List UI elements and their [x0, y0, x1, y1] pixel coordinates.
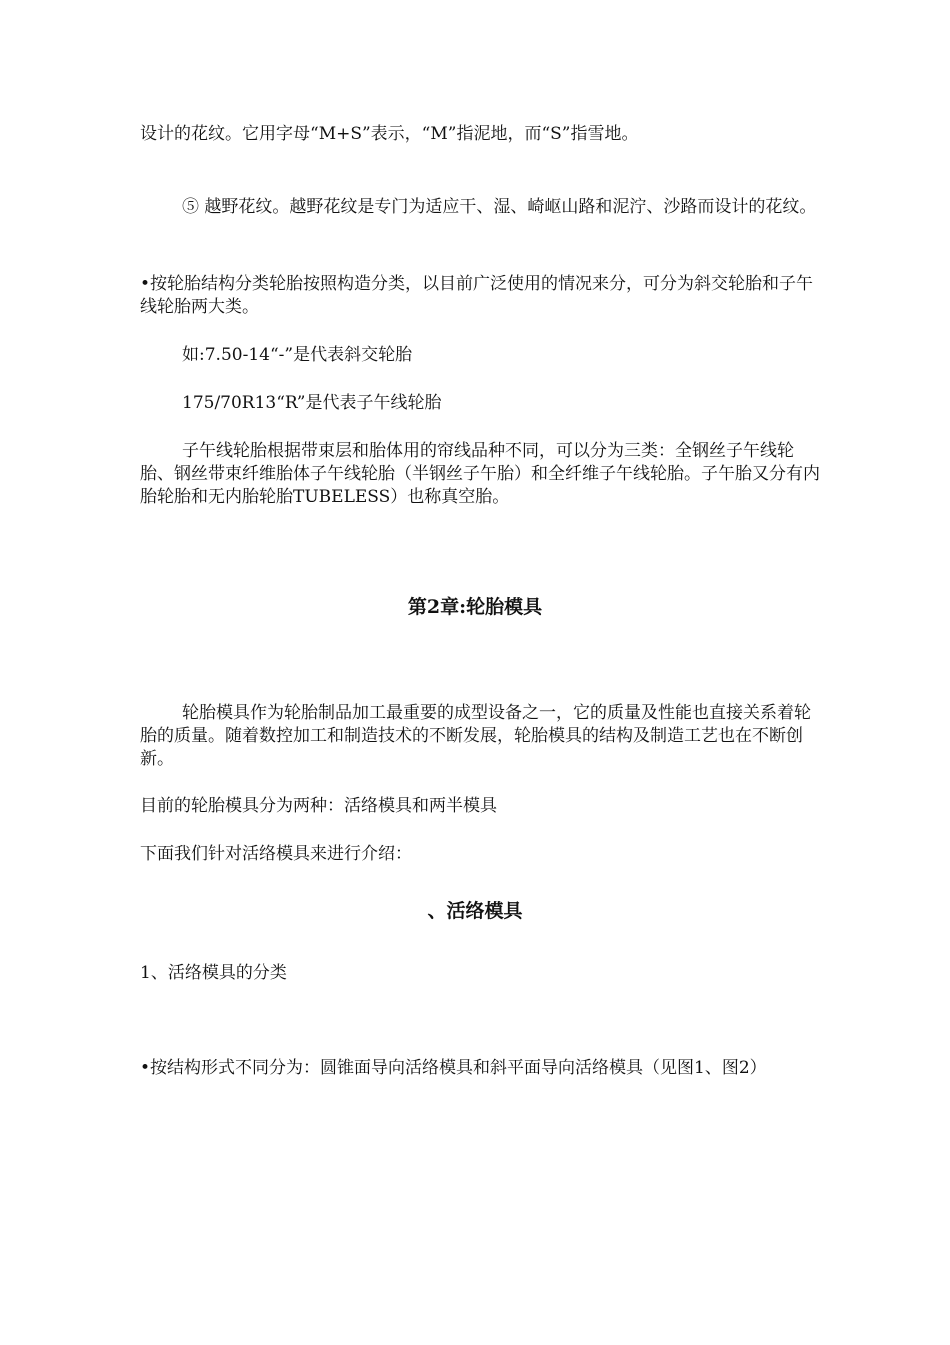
section-title: 、活络模具 — [427, 900, 523, 922]
paragraph-radial-tire-example: 175/70R13“R”是代表子午线轮胎 — [182, 393, 442, 413]
paragraph-segmented-mold-classification: 1、活络模具的分类 — [140, 963, 287, 983]
paragraph-segmented-mold-intro: 下面我们针对活络模具来进行介绍： — [140, 844, 412, 864]
paragraph-mud-snow-pattern: 设计的花纹。它用字母“M+S”表示，“M”指泥地，而“S”指雪地。 — [140, 124, 639, 144]
paragraph-radial-tire-types: 子午线轮胎根据带束层和胎体用的帘线品种不同，可以分为三类：全钢丝子午线轮胎、钢丝带束纤维胎体子午线轮胎（半钢丝子午胎）和全纤维子午线轮胎。子午胎又分有内胎轮胎和无内胎轮胎TUBELESS）也称真空胎。 — [140, 441, 820, 507]
paragraph-bias-tire-example: 如:7.50-14“-”是代表斜交轮胎 — [182, 345, 413, 365]
paragraph-structure-classification: •按轮胎结构分类轮胎按照构造分类，以目前广泛使用的情况来分，可分为斜交轮胎和子午线轮胎两大类。 — [140, 274, 814, 317]
chapter-title: 第2章:轮胎模具 — [407, 596, 543, 618]
paragraph-mold-types: 目前的轮胎模具分为两种：活络模具和两半模具 — [140, 796, 497, 816]
paragraph-structure-form: •按结构形式不同分为：圆锥面导向活络模具和斜平面导向活络模具（见图1、图2） — [140, 1058, 767, 1078]
paragraph-tire-mold-intro: 轮胎模具作为轮胎制品加工最重要的成型设备之一，它的质量及性能也直接关系着轮胎的质量。随着数控加工和制造技术的不断发展，轮胎模具的结构及制造工艺也在不断创新。 — [140, 703, 811, 769]
paragraph-offroad-pattern: ⑤ 越野花纹。越野花纹是专门为适应干、湿、崎岖山路和泥泞、沙路而设计的花纹。 — [182, 197, 817, 217]
